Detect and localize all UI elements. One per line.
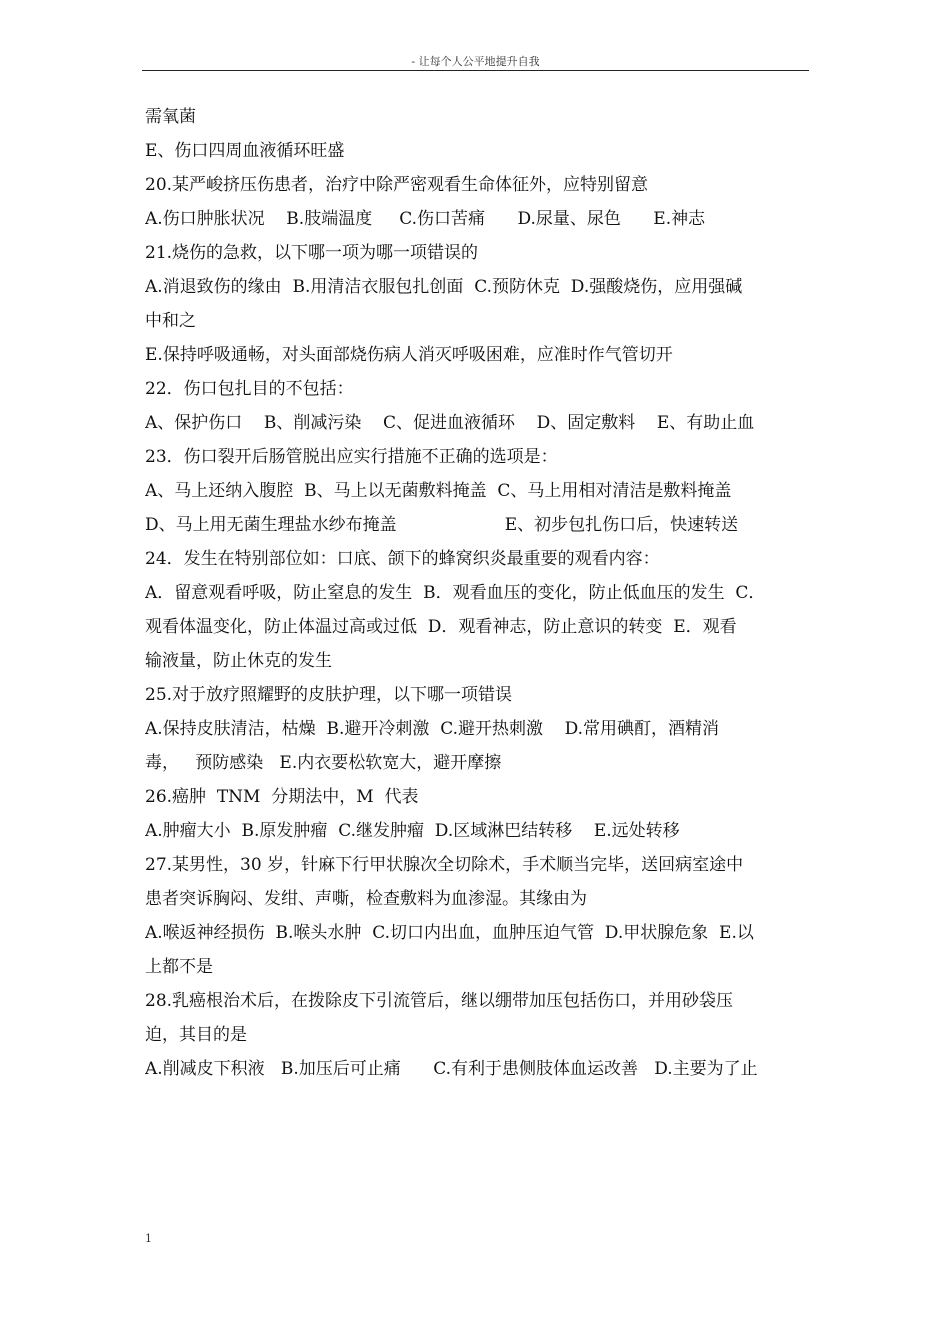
options-24-cont: 观看体温变化，防止体温过高或过低 D．观看神志，防止意识的转变 E．观看 — [145, 617, 737, 637]
options-20: A.伤口肿胀状况 B.肢端温度 C.伤口苦痛 D.尿量、尿色 E.神志 — [145, 209, 706, 229]
options-26: A.肿瘤大小 B.原发肿瘤 C.继发肿瘤 D.区域淋巴结转移 E.远处转移 — [145, 821, 680, 841]
question-21: 21.烧伤的急救，以下哪一项为哪一项错误的 — [145, 243, 479, 263]
options-27: A.喉返神经损伤 B.喉头水肿 C.切口内出血，血肿压迫气管 D.甲状腺危象 E.以 — [145, 923, 754, 943]
question-25: 25.对于放疗照耀野的皮肤护理，以下哪一项错误 — [145, 685, 513, 705]
page-number: 1 — [145, 1232, 152, 1245]
question-27: 27.某男性，30 岁，针麻下行甲状腺次全切除术，手术顺当完毕，送回病室途中 — [145, 855, 744, 875]
options-21: A.消退致伤的缘由 B.用清洁衣服包扎创面 C.预防休克 D.强酸烧伤，应用强碱 — [145, 277, 743, 297]
question-26: 26.癌肿 TNM 分期法中，M 代表 — [145, 787, 419, 807]
question-23: 23．伤口裂开后肠管脱出应实行措施不正确的选项是： — [145, 447, 558, 467]
question-24: 24．发生在特别部位如：口底、颌下的蜂窝织炎最重要的观看内容： — [145, 549, 660, 569]
options-25: A.保持皮肤清洁，枯燥 B.避开冷刺激 C.避开热刺激 D.常用碘酊，酒精消 — [145, 719, 720, 739]
options-23: A、马上还纳入腹腔 B、马上以无菌敷料掩盖 C、马上用相对清洁是敷料掩盖 — [145, 481, 732, 501]
options-25-cont: 毒， 预防感染 E.内衣要松软宽大，避开摩擦 — [145, 753, 502, 773]
question-27-cont: 患者突诉胸闷、发绀、声嘶，检查敷料为血渗湿。其缘由为 — [145, 889, 587, 909]
question-20: 20.某严峻挤压伤患者，治疗中除严密观看生命体征外，应特别留意 — [145, 175, 649, 195]
text-line: 需氧菌 — [145, 107, 196, 127]
page-header — [142, 56, 809, 71]
options-21-e: E.保持呼吸通畅，对头面部烧伤病人消灭呼吸困难，应准时作气管切开 — [145, 345, 673, 365]
options-24-cont2: 输液量，防止休克的发生 — [145, 651, 332, 671]
text-line: E、伤口四周血液循环旺盛 — [145, 141, 345, 161]
options-27-cont: 上都不是 — [145, 957, 213, 977]
options-22: A、保护伤口 B、削减污染 C、促进血液循环 D、固定敷料 E、有助止血 — [145, 413, 755, 433]
question-28: 28.乳癌根治术后，在拨除皮下引流管后，继以绷带加压包括伤口，并用砂袋压 — [145, 991, 734, 1011]
options-24: A．留意观看呼吸，防止窒息的发生 B．观看血压的变化，防止低血压的发生 C． — [145, 583, 766, 603]
options-28: A.削减皮下积液 B.加压后可止痛 C.有利于患侧肢体血运改善 D.主要为了止 — [145, 1059, 758, 1079]
options-23-cont: D、马上用无菌生理盐水纱布掩盖 E、初步包扎伤口后，快速转送 — [145, 515, 739, 535]
question-28-cont: 迫，其目的是 — [145, 1025, 247, 1045]
document-body — [145, 100, 809, 1086]
options-21-cont: 中和之 — [145, 311, 196, 331]
question-22: 22．伤口包扎目的不包括： — [145, 379, 354, 399]
header-text: - 让每个人公平地提升自我 — [411, 55, 540, 68]
